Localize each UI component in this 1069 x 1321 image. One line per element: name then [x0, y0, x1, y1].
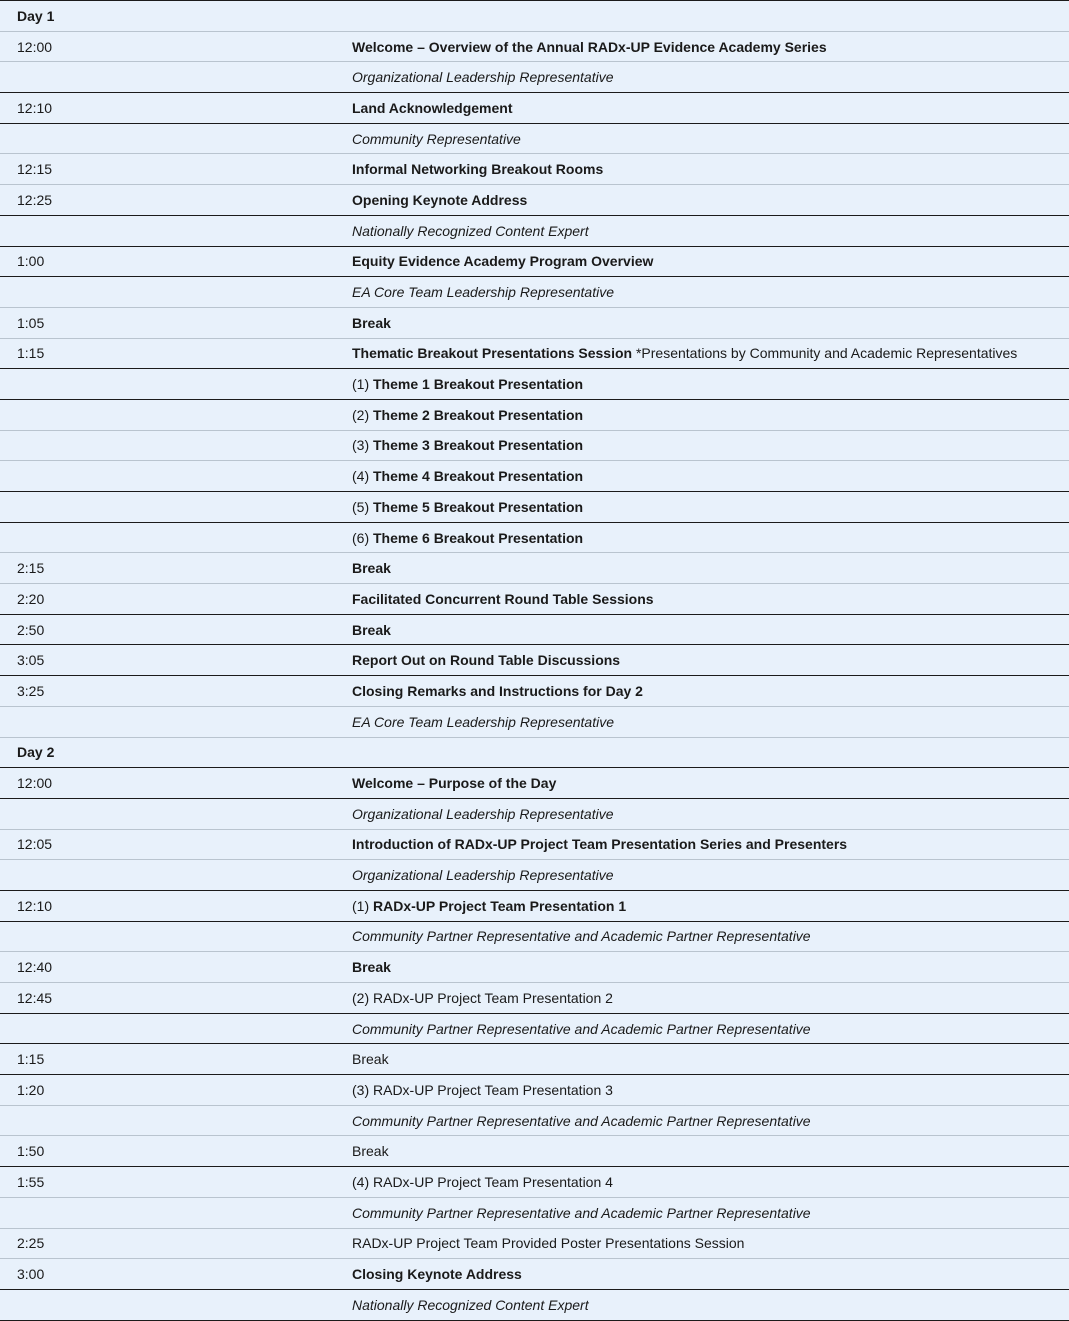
- item-number: (1): [352, 897, 373, 914]
- item-cell: [352, 1044, 1069, 1075]
- item-cell: [352, 399, 1069, 430]
- time-cell: [0, 492, 352, 523]
- agenda-row: [0, 185, 1069, 216]
- item-cell: [352, 1136, 1069, 1167]
- time-cell: 3:00: [0, 1259, 352, 1290]
- session-title: Introduction of RADx-UP Project Team Presentation Series and Presenters: [352, 836, 848, 853]
- presenter-text: Organizational Leadership Representative: [352, 805, 614, 822]
- session-title: Break: [352, 621, 391, 638]
- agenda-row: [0, 1105, 1069, 1136]
- session-title: Break: [352, 959, 391, 976]
- session-title: Break: [352, 1051, 389, 1068]
- agenda-row: [0, 645, 1069, 676]
- agenda-row: [0, 492, 1069, 523]
- session-title: Break: [352, 314, 391, 331]
- agenda-row: [0, 522, 1069, 553]
- session-title: (4) RADx-UP Project Team Presentation 4: [352, 1173, 613, 1190]
- session-title: Informal Networking Breakout Rooms: [352, 161, 604, 178]
- item-cell: [352, 522, 1069, 553]
- item-number: (1): [352, 376, 373, 393]
- agenda-row: [0, 62, 1069, 93]
- presenter-text: Community Partner Representative and Academic Partner Representative: [352, 1204, 811, 1221]
- session-title: Opening Keynote Address: [352, 191, 528, 208]
- agenda-row: [0, 921, 1069, 952]
- session-title: Facilitated Concurrent Round Table Sessions: [352, 590, 654, 607]
- session-note: *Presentations by Community and Academic Representatives: [632, 345, 1018, 362]
- time-cell: 2:20: [0, 584, 352, 615]
- agenda-row: [0, 1259, 1069, 1290]
- session-title: Closing Remarks and Instructions for Day 2: [352, 682, 643, 699]
- session-title: Welcome – Overview of the Annual RADx-UP Evidence Academy Series: [352, 38, 827, 55]
- presenter-text: Organizational Leadership Representative: [352, 69, 614, 86]
- presenter-text: Community Partner Representative and Academic Partner Representative: [352, 928, 811, 945]
- item-cell: [352, 553, 1069, 584]
- time-cell: 12:10: [0, 890, 352, 921]
- session-title: (3) RADx-UP Project Team Presentation 3: [352, 1081, 613, 1098]
- item-cell: [352, 1259, 1069, 1290]
- item-number: (3): [352, 437, 373, 454]
- agenda-row: [0, 1044, 1069, 1075]
- session-title: Theme 5 Breakout Presentation: [373, 498, 584, 515]
- time-cell: [0, 461, 352, 492]
- item-cell: [352, 706, 1069, 737]
- time-cell: [0, 399, 352, 430]
- day-header-row: [0, 737, 1069, 768]
- time-cell: 3:05: [0, 645, 352, 676]
- presenter-text: Organizational Leadership Representative: [352, 867, 614, 884]
- session-title: Theme 1 Breakout Presentation: [373, 376, 584, 393]
- time-cell: 1:15: [0, 1044, 352, 1075]
- session-title: Equity Evidence Academy Program Overview: [352, 253, 654, 270]
- session-title: Break: [352, 1143, 389, 1160]
- agenda-row: [0, 829, 1069, 860]
- session-title: Theme 6 Breakout Presentation: [373, 529, 584, 546]
- presenter-text: Community Representative: [352, 130, 521, 147]
- time-cell: [0, 921, 352, 952]
- agenda-row: [0, 1228, 1069, 1259]
- item-cell: [352, 645, 1069, 676]
- time-cell: [0, 522, 352, 553]
- agenda-row: [0, 983, 1069, 1014]
- agenda-row: [0, 399, 1069, 430]
- item-cell: [352, 62, 1069, 93]
- item-cell: [352, 1075, 1069, 1106]
- agenda-row: [0, 461, 1069, 492]
- day-label: Day 2: [0, 737, 352, 768]
- agenda-row: [0, 93, 1069, 124]
- day-header-row: [0, 1, 1069, 32]
- agenda-row: [0, 246, 1069, 277]
- item-cell: [352, 737, 1069, 768]
- time-cell: 3:25: [0, 676, 352, 707]
- time-cell: 12:45: [0, 983, 352, 1014]
- session-title: Thematic Breakout Presentations Session: [352, 345, 633, 362]
- time-cell: 1:20: [0, 1075, 352, 1106]
- item-cell: [352, 369, 1069, 400]
- item-cell: [352, 860, 1069, 891]
- time-cell: [0, 215, 352, 246]
- item-cell: [352, 584, 1069, 615]
- agenda-row: [0, 1013, 1069, 1044]
- session-title: (2) RADx-UP Project Team Presentation 2: [352, 989, 613, 1006]
- time-cell: [0, 430, 352, 461]
- item-cell: [352, 123, 1069, 154]
- time-cell: [0, 1289, 352, 1320]
- session-title: RADx-UP Project Team Provided Poster Presentations Session: [352, 1235, 745, 1252]
- item-number: (4): [352, 468, 373, 485]
- time-cell: [0, 123, 352, 154]
- agenda-body: [0, 1, 1069, 1321]
- agenda-row: [0, 31, 1069, 62]
- item-cell: [352, 492, 1069, 523]
- agenda-row: [0, 338, 1069, 369]
- time-cell: 2:15: [0, 553, 352, 584]
- session-title: Welcome – Purpose of the Day: [352, 775, 557, 792]
- item-cell: [352, 185, 1069, 216]
- time-cell: [0, 860, 352, 891]
- item-cell: [352, 829, 1069, 860]
- agenda-row: [0, 553, 1069, 584]
- agenda-row: [0, 123, 1069, 154]
- time-cell: [0, 369, 352, 400]
- item-cell: [352, 277, 1069, 308]
- agenda-row: [0, 706, 1069, 737]
- time-cell: [0, 62, 352, 93]
- time-cell: 12:10: [0, 93, 352, 124]
- time-cell: 1:50: [0, 1136, 352, 1167]
- session-title: Theme 3 Breakout Presentation: [373, 437, 584, 454]
- time-cell: 1:55: [0, 1167, 352, 1198]
- agenda-row: [0, 614, 1069, 645]
- day-label: Day 1: [0, 1, 352, 32]
- item-cell: [352, 1013, 1069, 1044]
- item-cell: [352, 307, 1069, 338]
- time-cell: 12:00: [0, 768, 352, 799]
- time-cell: [0, 1105, 352, 1136]
- time-cell: 12:00: [0, 31, 352, 62]
- agenda-row: [0, 798, 1069, 829]
- time-cell: 1:05: [0, 307, 352, 338]
- item-cell: [352, 215, 1069, 246]
- time-cell: [0, 1013, 352, 1044]
- session-title: RADx-UP Project Team Presentation 1: [373, 897, 627, 914]
- agenda-row: [0, 154, 1069, 185]
- session-title: Land Acknowledgement: [352, 99, 513, 116]
- time-cell: 12:40: [0, 952, 352, 983]
- item-cell: [352, 338, 1069, 369]
- item-cell: [352, 768, 1069, 799]
- item-number: (6): [352, 529, 373, 546]
- presenter-text: EA Core Team Leadership Representative: [352, 284, 615, 301]
- agenda-row: [0, 1075, 1069, 1106]
- time-cell: [0, 706, 352, 737]
- agenda-row: [0, 277, 1069, 308]
- item-number: (2): [352, 406, 373, 423]
- agenda-row: [0, 952, 1069, 983]
- time-cell: 12:15: [0, 154, 352, 185]
- agenda-row: [0, 215, 1069, 246]
- agenda-row: [0, 1289, 1069, 1320]
- presenter-text: EA Core Team Leadership Representative: [352, 713, 615, 730]
- session-title: Theme 4 Breakout Presentation: [373, 468, 584, 485]
- item-cell: [352, 676, 1069, 707]
- time-cell: 12:25: [0, 185, 352, 216]
- item-cell: [352, 1105, 1069, 1136]
- agenda-row: [0, 1197, 1069, 1228]
- agenda-row: [0, 1167, 1069, 1198]
- time-cell: 1:15: [0, 338, 352, 369]
- item-cell: [352, 1289, 1069, 1320]
- time-cell: [0, 277, 352, 308]
- item-cell: [352, 614, 1069, 645]
- item-cell: [352, 461, 1069, 492]
- presenter-text: Community Partner Representative and Academic Partner Representative: [352, 1020, 811, 1037]
- time-cell: [0, 1197, 352, 1228]
- item-cell: [352, 1, 1069, 32]
- agenda-row: [0, 307, 1069, 338]
- agenda-row: [0, 860, 1069, 891]
- agenda-row: [0, 890, 1069, 921]
- item-cell: [352, 1167, 1069, 1198]
- item-cell: [352, 31, 1069, 62]
- session-title: Report Out on Round Table Discussions: [352, 652, 621, 669]
- item-cell: [352, 952, 1069, 983]
- time-cell: 2:50: [0, 614, 352, 645]
- session-title: Theme 2 Breakout Presentation: [373, 406, 584, 423]
- time-cell: 1:00: [0, 246, 352, 277]
- item-cell: [352, 798, 1069, 829]
- item-cell: [352, 246, 1069, 277]
- agenda-row: [0, 369, 1069, 400]
- agenda-row: [0, 430, 1069, 461]
- item-cell: [352, 430, 1069, 461]
- time-cell: 2:25: [0, 1228, 352, 1259]
- session-title: Break: [352, 560, 391, 577]
- agenda-row: [0, 768, 1069, 799]
- item-cell: [352, 93, 1069, 124]
- agenda-row: [0, 676, 1069, 707]
- presenter-text: Community Partner Representative and Academic Partner Representative: [352, 1112, 811, 1129]
- presenter-text: Nationally Recognized Content Expert: [352, 1296, 589, 1313]
- item-cell: [352, 1228, 1069, 1259]
- item-cell: [352, 154, 1069, 185]
- item-cell: [352, 1197, 1069, 1228]
- item-cell: [352, 983, 1069, 1014]
- item-cell: [352, 921, 1069, 952]
- agenda-row: [0, 1136, 1069, 1167]
- session-title: Closing Keynote Address: [352, 1266, 522, 1283]
- time-cell: 12:05: [0, 829, 352, 860]
- time-cell: [0, 798, 352, 829]
- item-number: (5): [352, 498, 373, 515]
- item-cell: [352, 890, 1069, 921]
- presenter-text: Nationally Recognized Content Expert: [352, 222, 589, 239]
- agenda-row: [0, 584, 1069, 615]
